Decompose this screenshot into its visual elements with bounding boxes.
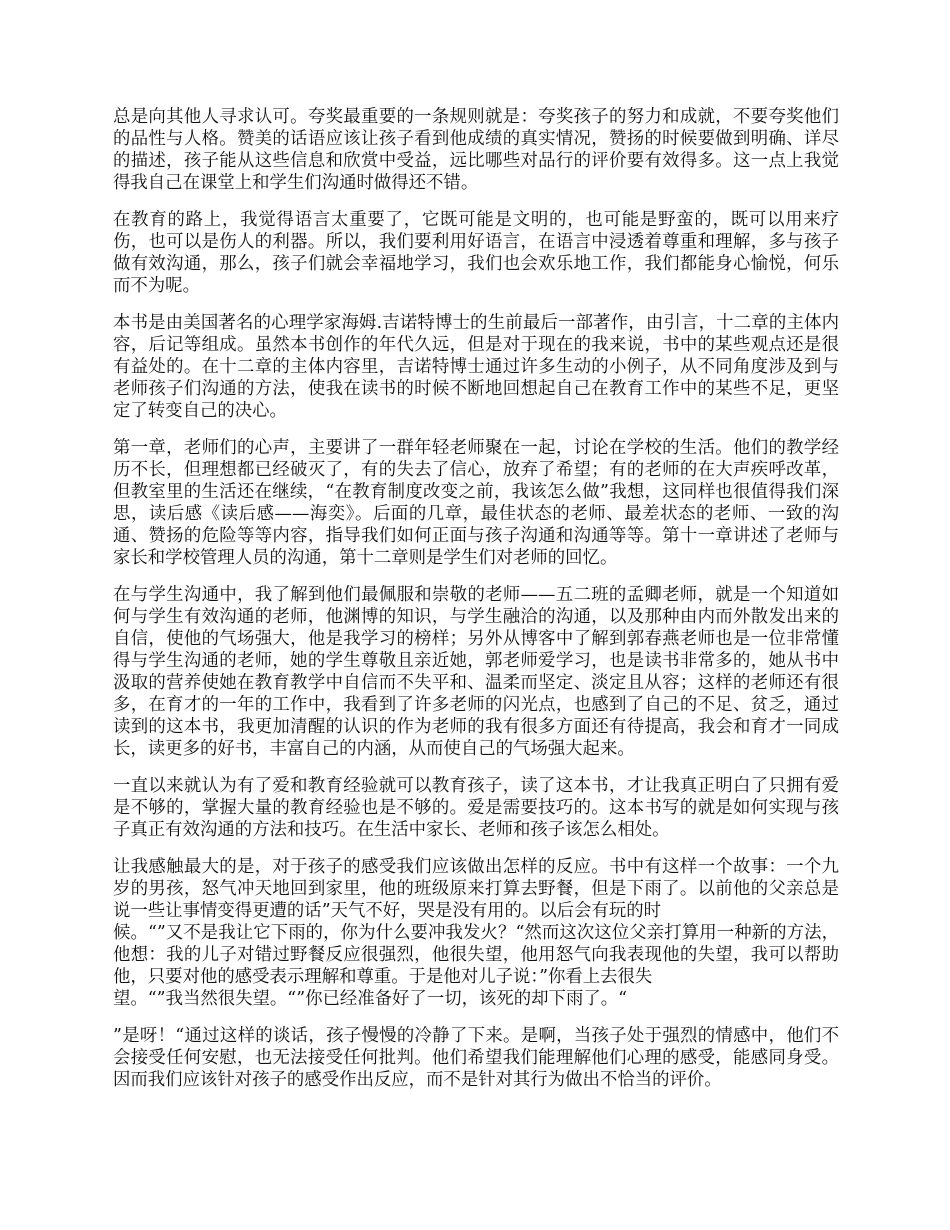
paragraph: 第一章，老师们的心声，主要讲了一群年轻老师聚在一起，讨论在学校的生活。他们的教学经历不长，但理想都已经破灭了，有的失去了信心，放弃了希望；有的老师的在大声疾呼改革，但教室里的生活还在继续，“在教育制度改变之前，我该怎么做”我想，这同样也很值得我们深思，读后感《读后感——海奕》。后面的几章，最佳状态的老师、最差状态的老师、一致的沟通、赞扬的危险等等内容，指导我们如何正面与孩子沟通和沟通等等。第十一章讲述了老师与家长和学校管理人员的沟通，第十二章则是学生们对老师的回忆。	[113, 438, 839, 568]
paragraph: 本书是由美国著名的心理学家海姆.吉诺特博士的生前最后一部著作，由引言，十二章的主体内容，后记等组成。虽然本书创作的年代久远，但是对于现在的我来说，书中的某些观点还是很有益处的。在十二章的主体内容里，吉诺特博士通过许多生动的小例子，从不同角度涉及到与老师孩子们沟通的方法，使我在读书的时候不断地回想起自己在教育工作中的某些不足，更坚定了转变自己的决心。	[113, 313, 839, 421]
paragraph: 在教育的路上，我觉得语言太重要了，它既可能是文明的，也可能是野蛮的，既可以用来疗伤，也可以是伤人的利器。所以，我们要利用好语言，在语言中浸透着尊重和理解，多与孩子做有效沟通，那么，孩子们就会幸福地学习，我们也会欢乐地工作，我们都能身心愉悦，何乐而不为呢。	[113, 210, 839, 296]
paragraph: ”是呀！“通过这样的谈话，孩子慢慢的冷静了下来。是啊，当孩子处于强烈的情感中，他们不会接受任何安慰，也无法接受任何批判。他们希望我们能理解他们心理的感受，能感同身受。因而我们应该针对孩子的感受作出反应，而不是针对其行为做出不恰当的评价。	[113, 1026, 839, 1090]
paragraph: 在与学生沟通中，我了解到他们最佩服和崇敬的老师——五二班的孟卿老师，就是一个知道如何与学生有效沟通的老师，他渊博的知识，与学生融洽的沟通，以及那种由内而外散发出来的自信，使他的气场强大，他是我学习的榜样；另外从博客中了解到郭春燕老师也是一位非常懂得与学生沟通的老师，她的学生尊敬且亲近她，郭老师爱学习，也是读书非常多的，她从书中汲取的营养使她在教育教学中自信而不失平和、温柔而坚定、淡定且从容；这样的老师还有很多，在育才的一年的工作中，我看到了许多老师的闪光点，也感到了自己的不足、贫乏，通过读到的这本书，我更加清醒的认识的作为老师的我有很多方面还有待提高，我会和育才一同成长，读更多的好书，丰富自己的内涵，从而使自己的气场强大起来。	[113, 585, 839, 759]
paragraph: 总是向其他人寻求认可。夸奖最重要的一条规则就是：夸奖孩子的努力和成就，不要夸奖他们的品性与人格。赞美的话语应该让孩子看到他成绩的真实情况，赞扬的时候要做到明确、详尽的描述，孩子能从这些信息和欣赏中受益，远比哪些对品行的评价要有效得多。这一点上我觉得我自己在课堂上和学生们沟通时做得还不错。	[113, 107, 839, 193]
paragraph: 让我感触最大的是，对于孩子的感受我们应该做出怎样的反应。书中有这样一个故事：一个九岁的男孩，怒气冲天地回到家里，他的班级原来打算去野餐，但是下雨了。以前他的父亲总是说一些让事情变得更遭的话”天气不好，哭是没有用的。以后会有玩的时 候。“”又不是我让它下雨的，你为什么要冲我发火？“然而这次这位父亲打算用一种新的方法，他想：我的儿子对错过野餐反应很强烈，他很失望，他用怒气向我表现他的失望，我可以帮助他，只要对他的感受表示理解和尊重。于是他对儿子说：”你看上去很失 望。“”我当然很失望。“”你已经准备好了一切，该死的却下雨了。“	[113, 857, 839, 1009]
document-page	[113, 106, 839, 1106]
paragraph: 一直以来就认为有了爱和教育经验就可以教育孩子，读了这本书，才让我真正明白了只拥有爱是不够的，掌握大量的教育经验也是不够的。爱是需要技巧的。这本书写的就是如何实现与孩子真正有效沟通的方法和技巧。在生活中家长、老师和孩子该怎么相处。	[113, 776, 839, 840]
